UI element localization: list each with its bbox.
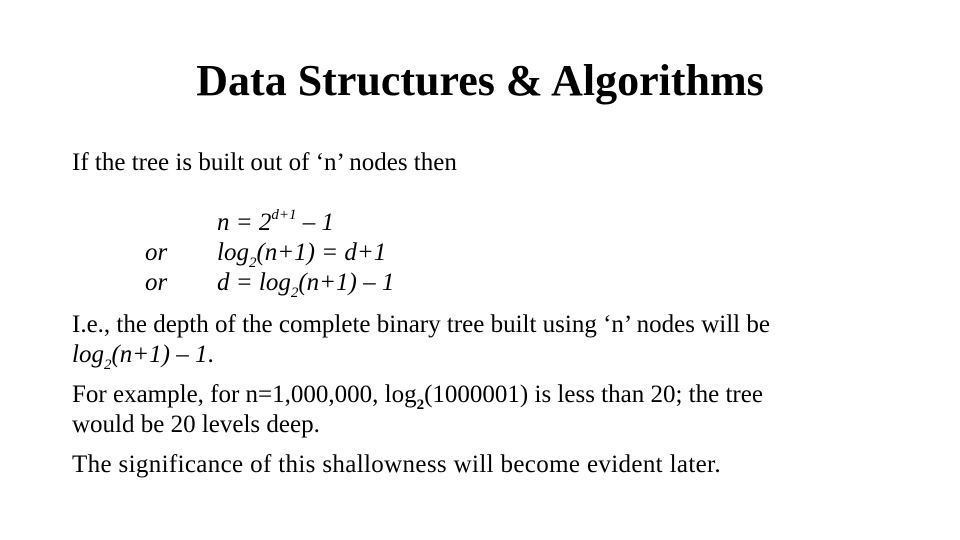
equation-2-prefix: log xyxy=(217,239,249,266)
equation-2 xyxy=(217,238,386,271)
example-line-1 xyxy=(72,380,763,413)
equation-3-suffix: (n+1) – 1 xyxy=(298,269,395,296)
example-prefix: For example, for n=1,000,000, log xyxy=(72,381,417,408)
equation-3 xyxy=(217,268,394,301)
example-log-base: 2 xyxy=(416,397,425,413)
or-label-1: or xyxy=(145,239,168,266)
slide-title: Data Structures & Algorithms xyxy=(196,56,764,105)
equation-1-suffix: – 1 xyxy=(296,209,334,236)
depth-text-line-1: I.e., the depth of the complete binary tree built using ‘n’ nodes will be xyxy=(72,311,770,338)
depth-formula-end: . xyxy=(207,341,214,368)
equation-1 xyxy=(217,208,334,241)
depth-formula-suffix: (n+1) – 1 xyxy=(111,341,208,368)
equation-1-exponent: d+1 xyxy=(271,207,297,223)
example-suffix: (1000001) is less than 20; the tree xyxy=(424,381,763,408)
equation-1-prefix: n = 2 xyxy=(217,209,272,236)
example-line-2: would be 20 levels deep. xyxy=(72,411,320,438)
equation-2-base: 2 xyxy=(248,255,257,271)
depth-formula-prefix: log xyxy=(72,341,104,368)
equation-3-prefix: d = log xyxy=(217,269,291,296)
equation-3-base: 2 xyxy=(290,285,299,301)
intro-text: If the tree is built out of ‘n’ nodes then xyxy=(72,149,457,176)
equation-2-suffix: (n+1) = d+1 xyxy=(256,239,387,266)
or-label-2: or xyxy=(145,269,168,296)
depth-formula-base: 2 xyxy=(103,357,112,373)
significance-text: The significance of this shallowness will become evident later. xyxy=(72,451,721,478)
depth-text-line-2 xyxy=(72,340,214,373)
